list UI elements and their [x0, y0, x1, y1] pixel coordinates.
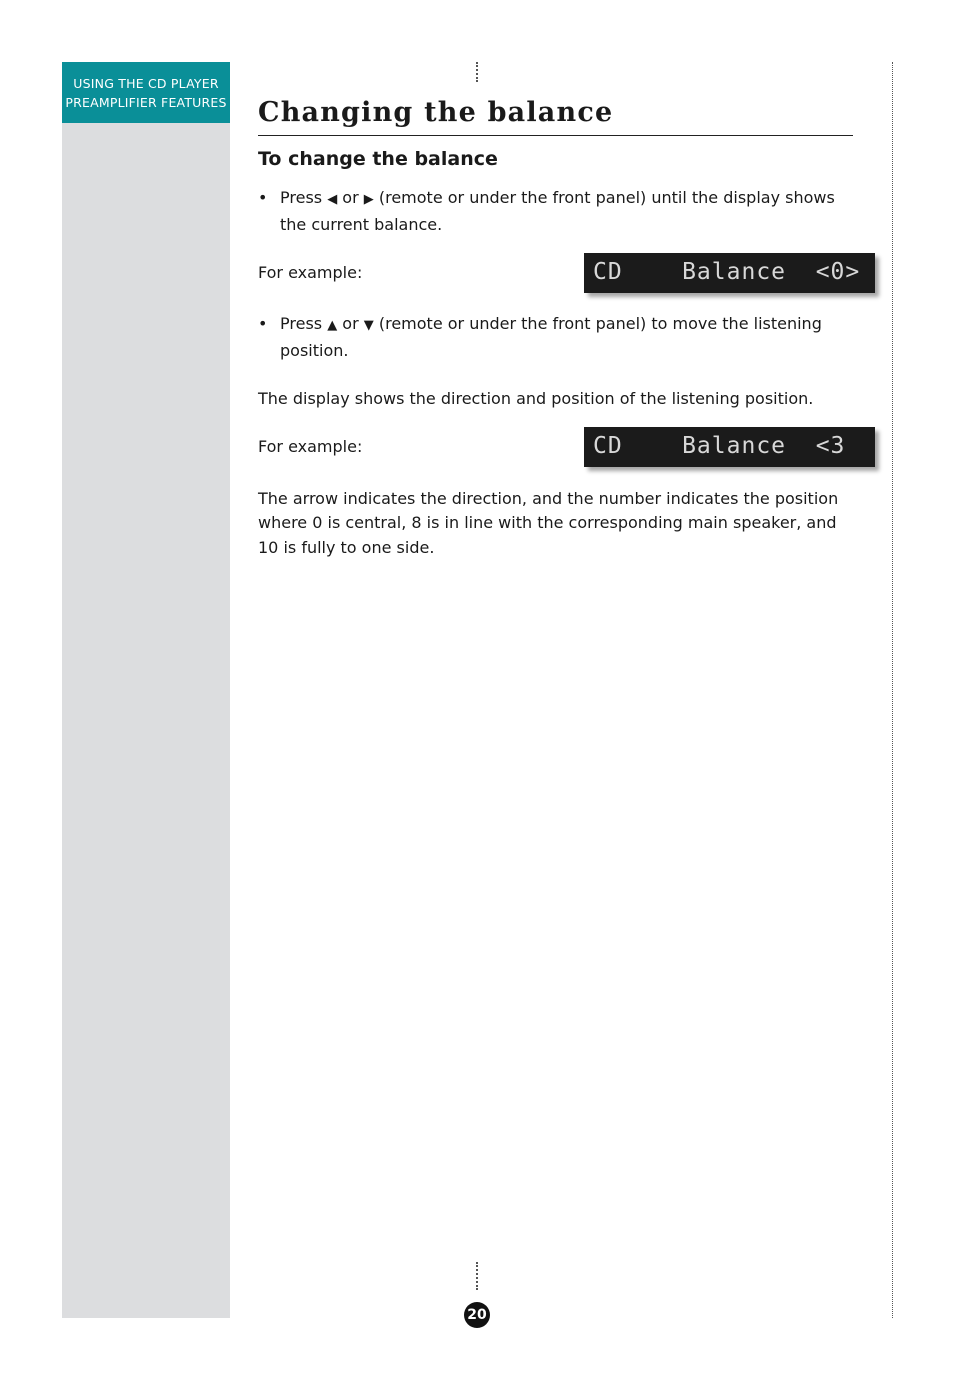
example-row-1 — [258, 253, 861, 293]
lcd-display-1: CD Balance <0> — [584, 253, 875, 293]
page-title: Changing the balance — [258, 92, 853, 136]
top-dotted-tick — [476, 62, 478, 82]
up-arrow-icon: ▲ — [327, 318, 338, 333]
bullet1-text: (remote or under the front panel) until the display shows the current balance. — [280, 188, 835, 234]
section-heading: To change the balance — [258, 148, 498, 170]
right-arrow-icon: ▶ — [363, 192, 374, 207]
example-row-2 — [258, 427, 853, 467]
direction-paragraph: The display shows the direction and position of the listening position. — [258, 389, 814, 408]
bullet1-or-text: or — [342, 188, 359, 207]
bullet2-or-text: or — [342, 314, 359, 333]
example-label-2: For example: — [258, 436, 363, 456]
sidebar-panel — [62, 62, 230, 1318]
bullet1-press-text: Press — [280, 188, 323, 207]
right-dotted-rule — [892, 62, 893, 1318]
bullet2-text: (remote or under the front panel) to move the listening position. — [280, 314, 822, 360]
instruction-bullet-1 — [258, 186, 853, 237]
explanation-paragraph: The arrow indicates the direction, and the number indicates the position where 0 is central, 8 is in line with the corresponding main speaker, and 10 is fully to one side. — [258, 488, 839, 557]
left-arrow-icon: ◀ — [327, 192, 338, 207]
instruction-bullet-2 — [258, 312, 853, 363]
main-content — [258, 92, 861, 560]
section-tab-line2: PREAMPLIFIER FEATURES — [65, 94, 227, 110]
example-label-1: For example: — [258, 263, 363, 282]
section-tab — [62, 62, 230, 123]
down-arrow-icon: ▼ — [363, 318, 374, 333]
lcd-display-2: CD Balance <3 — [584, 427, 875, 467]
page-number-badge: 20 — [464, 1302, 490, 1328]
bullet2-press-text: Press — [280, 314, 323, 333]
bullet-dot: • — [258, 314, 268, 333]
section-tab-line1: USING THE CD PLAYER — [73, 75, 219, 91]
bullet-dot: • — [258, 188, 268, 207]
bottom-dotted-tick — [476, 1262, 478, 1290]
